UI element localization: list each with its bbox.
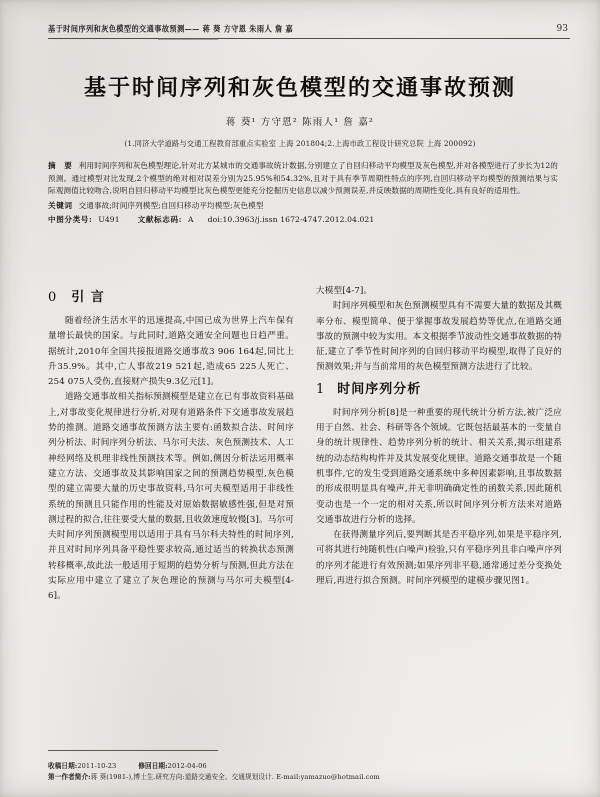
affiliation: (1.同济大学道路与交通工程教育部重点实验室 上海 201804;2.上海市政工程设计研究总院 上海 200092) bbox=[124, 139, 476, 148]
received-date: 2011-10-23 bbox=[77, 762, 117, 770]
right-column bbox=[316, 284, 562, 735]
author-bio-text: 蒋 葵(1981-),博士生.研究方向:道路交通安全、交通规划设计. E-mail:yamazuo@hotmail.com bbox=[90, 773, 380, 781]
running-head bbox=[48, 24, 570, 38]
revised-label: 修回日期: bbox=[138, 762, 168, 770]
section-number-0: 0 bbox=[48, 290, 58, 305]
author-list: 蒋 葵¹ 方守恩² 陈雨人¹ 詹 嘉² bbox=[225, 117, 375, 128]
paragraph: 时间序列分析[8]是一种重要的现代统计分析方法,被广泛应用于自然、社会、科研等各个领域。它既包括最基本的一变量自身的统计规律性、趋势序列分析的统计、相关关系,揭示组建系统的动态结构构件并及其发展变化规律。道路交通事故是一个随机事件,它的发生受到道路交通系统中多种因素影响,且事故数据的形成很明显具有噪声,并无非明确确定性的函数关系,因此随机变动也是一个一定的相对关系,所以时间序列分析方法来对道路交通事故进行分析的选择。 bbox=[316, 407, 562, 525]
clc-value: U491 bbox=[98, 215, 120, 225]
abstract bbox=[48, 160, 558, 198]
section-heading-0 bbox=[48, 286, 294, 310]
body-columns bbox=[48, 284, 562, 735]
footer-dates bbox=[48, 761, 560, 772]
footer-bio bbox=[48, 772, 560, 783]
keywords-text: 交通事故;时间序列模型;自回归移动平均模型;灰色模型 bbox=[78, 200, 264, 210]
keywords bbox=[48, 200, 558, 213]
running-title: 基于时间序列和灰色模型的交通事故预测—— 蒋 葵 方守恩 朱雨人 詹 嘉 bbox=[48, 24, 294, 34]
section-title-1: 时间序列分析 bbox=[337, 381, 422, 397]
keywords-label: 关键词 bbox=[48, 200, 73, 210]
section-number-1: 1 bbox=[316, 381, 326, 397]
left-column bbox=[48, 284, 294, 735]
section-heading-1 bbox=[316, 378, 562, 402]
paragraph: 道路交通事故相关指标预测模型是建立在已有事故资料基础上,对事故变化规律进行分析,对现有道路条件下交通事故发展趋势的推测。道路交通事故预测方法主要有:函数拟合法、时间序列分析法、时间序列分析法、马尔可夫法、灰色预测技术、人工神经网络及机理非线性预测技术等。例如,侧因分析法运用概率建立方法、交通事故及其影响国家之间的预测趋势模型,灰色模型的建立需要大量的历史事故资料,马尔可夫模型适用于非线性系统的预测且只能作用的性能及对原始数据敏感性强,但是对预测过程的拟合,往往要受大量的数据,且收敛速度较慢[3]。马尔可夫时间序列预测模型用以适用于具有马尔科夫特性的时间序列,并且对时间序列具备平稳性要求较高,通过适当的转换状态预测转移概率,故此法一般适用于短期的趋势分析与预测,但此方法在实际应用中建立了建立了灰色理论的预测与马尔可夫模型[4-6]。 bbox=[48, 392, 294, 602]
abstract-text: 利用时间序列和灰色模型理论,针对北方某城市的交通事故统计数据,分别建立了自回归移动平均模型及灰色模型,并对各模型进行了步长为12的预测。通过模型对比发现,2个模型的绝对相对误差分别为25.95%和54.32%,且对于具有季节周期性特点的序列,自回归移动平均模型的预测结果与实际观测值比较吻合,说明自回归移动平均模型比灰色模型更能充分挖掘历史信息以减少预测误差,并反映数据的周期性变化,具有良好的适用性。 bbox=[48, 161, 558, 196]
page-title: 基于时间序列和灰色模型的交通事故预测 bbox=[83, 74, 516, 101]
section-title-0: 引 言 bbox=[71, 290, 105, 305]
footer-notes bbox=[48, 761, 560, 783]
paragraph: 随着经济生活水平的迅速提高,中国已成为世界上汽车保有量增长最快的国家。与此同时,道路交通安全问题也日趋严重。据统计,2010年全国共接报道路交通事故3 906 164起,同比上升35.9%。其中,亡人事故219 521起,造成65 225人死亡、254 075人受伤,直接财产损失9.3亿元[1]。 bbox=[48, 316, 294, 388]
paragraph: 在获得测量序列后,要判断其是否平稳序列,如果是平稳序列,可将其进行纯随机性(白噪声)检验,只有平稳序列且非白噪声序列的序列才能进行有效预测;如果序列非平稳,通常通过差分变换处理后,再进行拟合预测。时间序列模型的建模步骤见图1。 bbox=[316, 530, 562, 587]
author-bio-label: 第一作者简介: bbox=[48, 773, 91, 781]
doi: doi:10.3963/j.issn 1672-4747.2012.04.021 bbox=[207, 215, 375, 225]
clc-label: 中图分类号: bbox=[48, 215, 93, 225]
page-number: 93 bbox=[556, 24, 568, 34]
classification-line bbox=[48, 214, 558, 227]
doc-code-value: A bbox=[188, 215, 194, 225]
abstract-label: 摘 要 bbox=[48, 161, 75, 170]
continued-fragment: 大模型[4-7]。 bbox=[316, 286, 373, 296]
abstract-block bbox=[48, 160, 558, 227]
doc-code-label: 文献标志码: bbox=[137, 215, 183, 225]
header-rule bbox=[48, 38, 570, 39]
revised-date: 2012-04-06 bbox=[167, 762, 207, 770]
footer-rule bbox=[48, 750, 218, 751]
received-label: 收稿日期: bbox=[48, 762, 78, 770]
paragraph: 时间序列模型和灰色预测模型具有不需要大量的数据及其概率分布、模型简单、便于掌握事故发展趋势等优点,在道路交通事故的预测中较为实用。本文根据季节波动性交通事故数据的特征,建立了季节性时间序列的自回归移动平均模型,取得了良好的预测效果;并与当前常用的灰色模型预测方法进行了比较。 bbox=[316, 301, 562, 373]
